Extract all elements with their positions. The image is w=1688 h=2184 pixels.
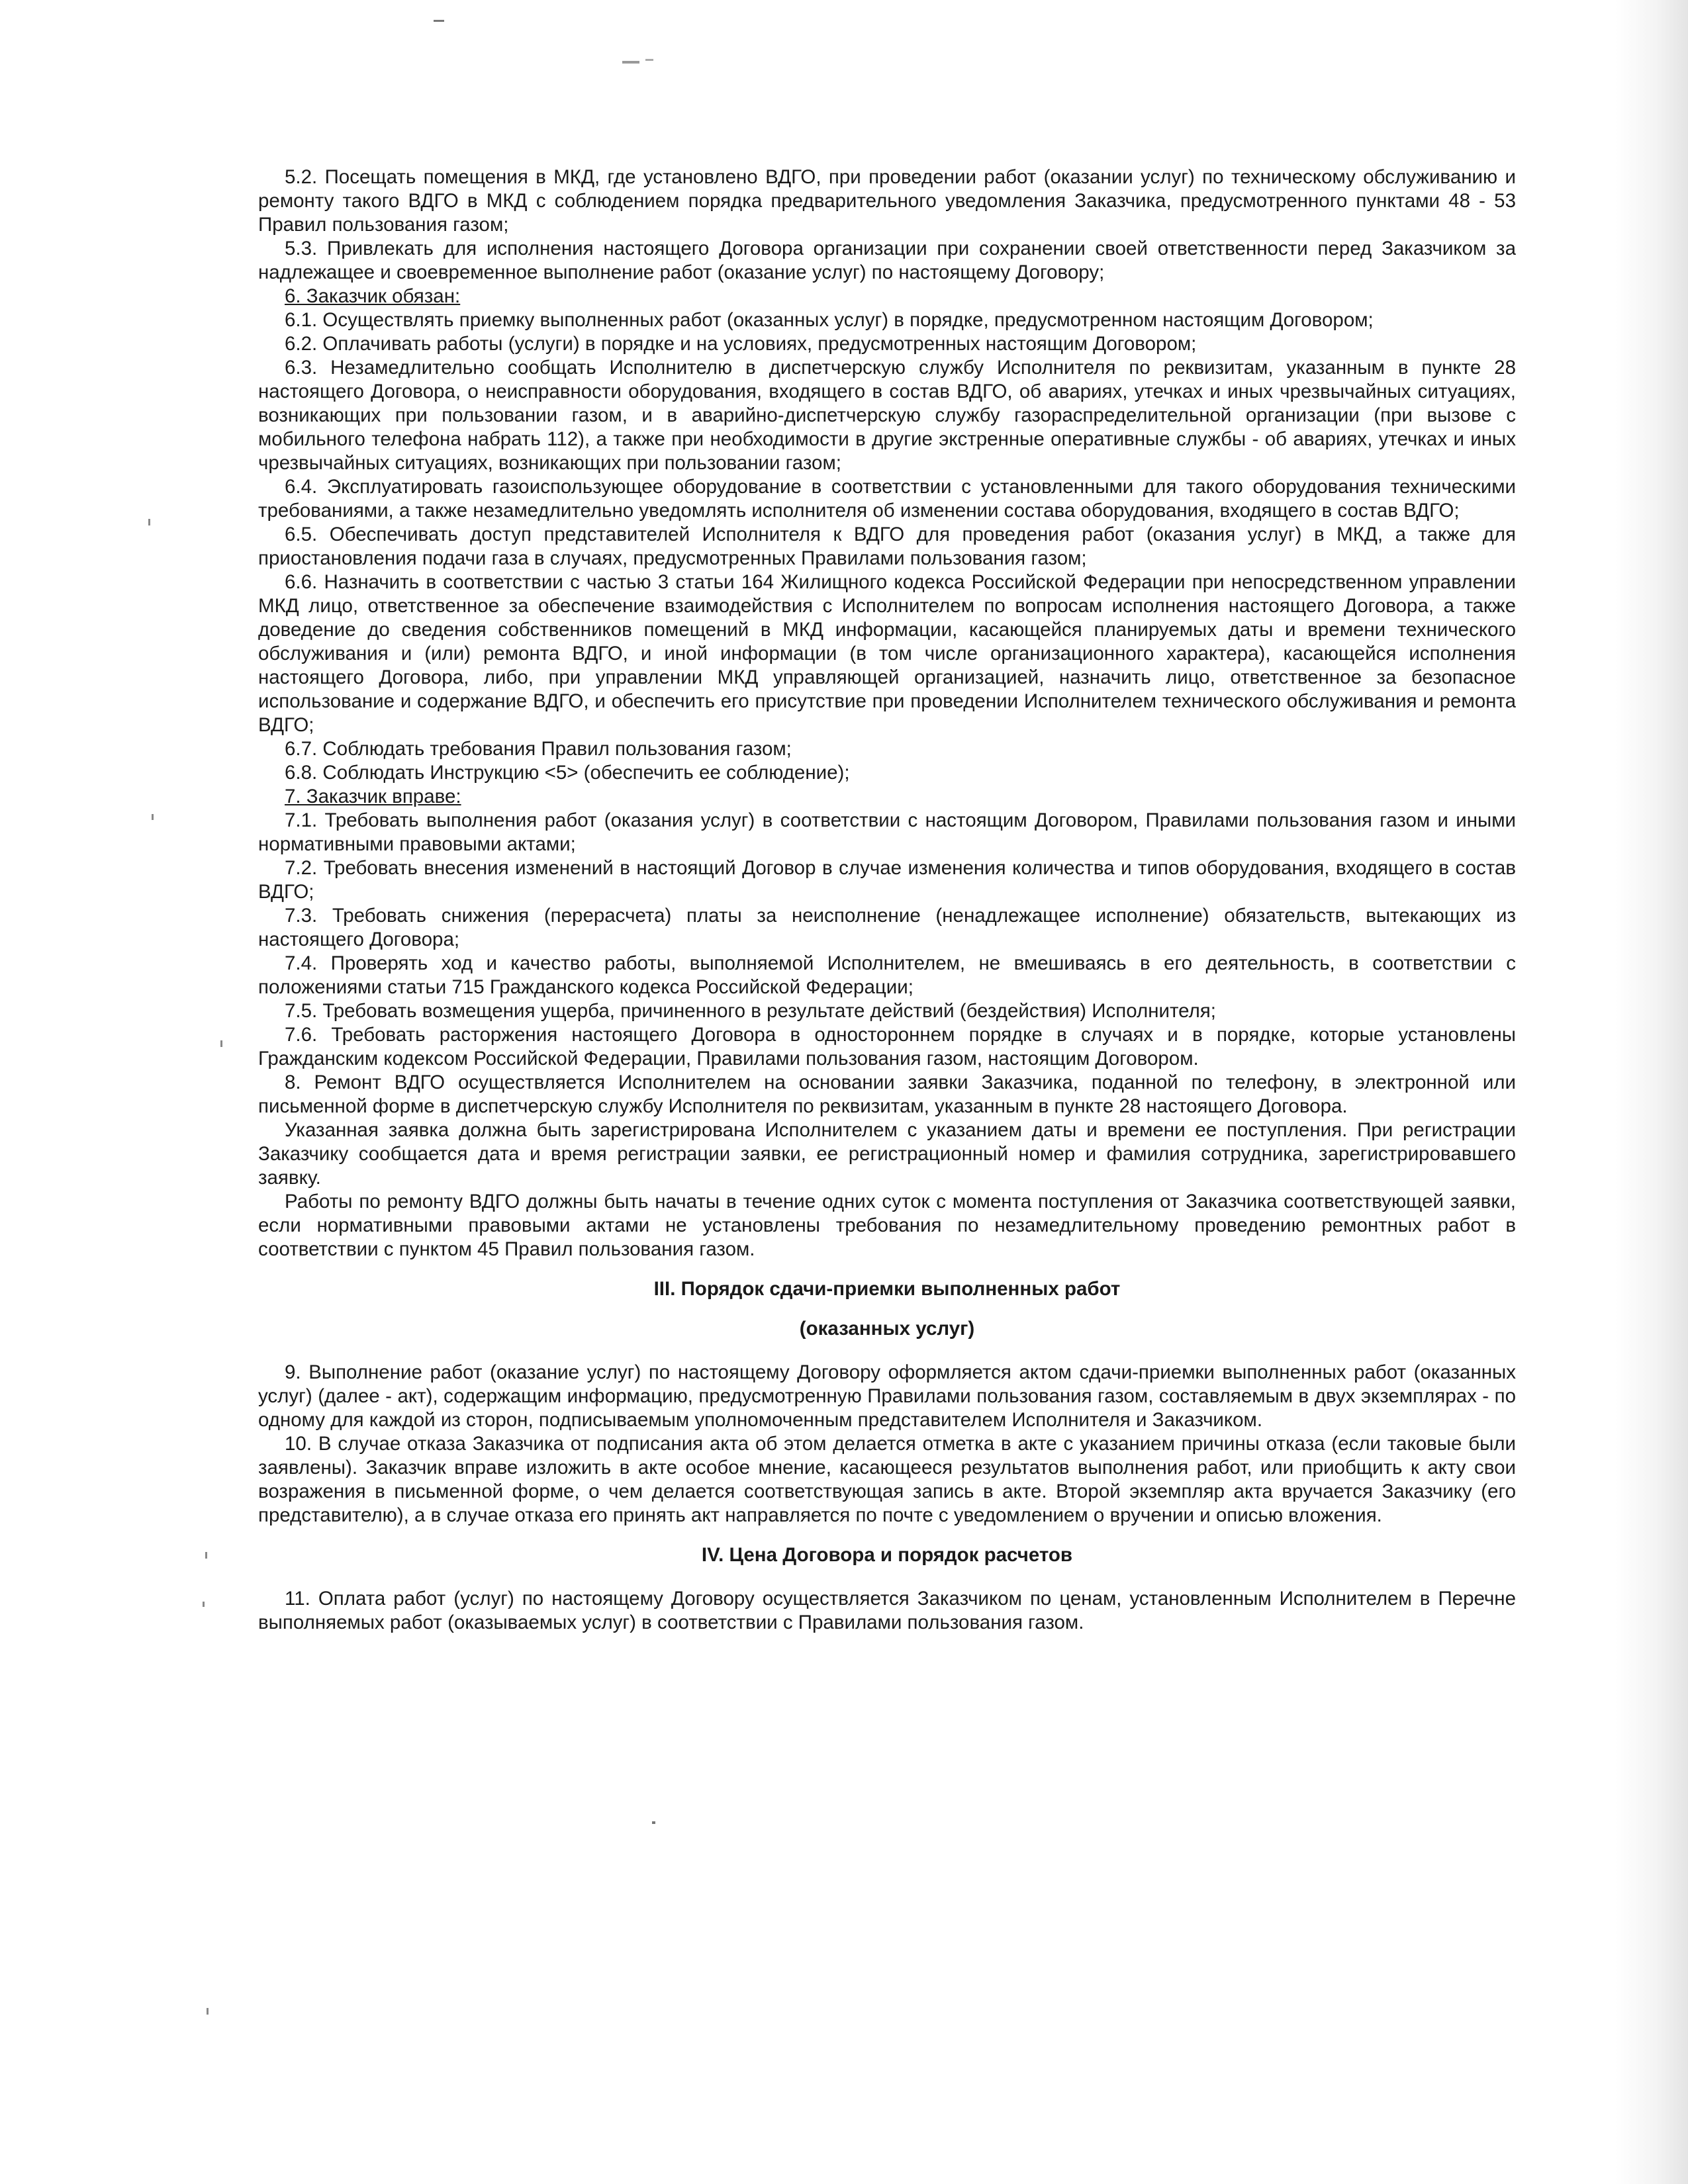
scanned-page-edge-shadow: [1615, 0, 1688, 2184]
section-3-title-line-1: III. Порядок сдачи-приемки выполненных работ: [653, 1278, 1121, 1300]
clause-5-3: 5.3. Привлекать для исполнения настоящего Договора организации при сохранении своей ответственности перед Заказчиком за надлежащее и своевременное выполнение работ (оказание услуг) по настоящему Договору;: [258, 238, 1516, 283]
clause-6-1: 6.1. Осуществлять приемку выполненных работ (оказанных услуг) в порядке, предусмотренном настоящим Договором;: [285, 309, 1374, 331]
heading-customer-obligations: 6. Заказчик обязан:: [285, 285, 461, 307]
clause-6-4: 6.4. Эксплуатировать газоиспользующее оборудование в соответствии с установленными для такого оборудования техническими требованиями, а также незамедлительно уведомлять исполнителя об изменении состава оборудования, входящего в состав ВДГО;: [258, 476, 1516, 522]
clause-10: 10. В случае отказа Заказчика от подписания акта об этом делается отметка в акте с указанием причины отказа (если таковые были заявлены). Заказчик вправе изложить в акте особое мнение, касающееся результатов выполнения работ, или приобщить к акту свои возражения в письменной форме, о чем делается соответствующая запись в акте. Второй экземпляр акта вручается Заказчику (его представителю), а в случае отказа его принять акт направляется по почте с уведомлением о вручении и описью вложения.: [258, 1433, 1516, 1526]
heading-customer-rights: 7. Заказчик вправе:: [285, 786, 461, 807]
clause-7-4: 7.4. Проверять ход и качество работы, выполняемой Исполнителем, не вмешиваясь в его деятельность, в соответствии с положениями статьи 715 Гражданского кодекса Российской Федерации;: [258, 952, 1516, 998]
clause-7-1: 7.1. Требовать выполнения работ (оказания услуг) в соответствии с настоящим Договором, Правилами пользования газом и иными нормативными правовыми актами;: [258, 809, 1516, 855]
clause-8-request-registration: Указанная заявка должна быть зарегистрирована Исполнителем с указанием даты и времени ее поступления. При регистрации Заказчику сообщается дата и время регистрации заявки, ее регистрационный номер и фамилия сотрудника, зарегистрировавшего заявку.: [258, 1119, 1516, 1189]
clause-6-3: 6.3. Незамедлительно сообщать Исполнителю в диспетчерскую службу Исполнителя по реквизитам, указанным в пункте 28 настоящего Договора, о неисправности оборудования, входящего в состав ВДГО, об авариях, утечках и иных чрезвычайных ситуациях, возникающих при пользовании газом, и в аварийно-диспетчерскую службу газораспределительной организации (при вызове с мобильного телефона набрать 112), а также при необходимости в другие экстренные оперативные службы - об авариях, утечках и иных чрезвычайных ситуациях, возникающих при пользовании газом;: [258, 357, 1516, 474]
section-4-title: IV. Цена Договора и порядок расчетов: [701, 1544, 1073, 1566]
clause-6-2: 6.2. Оплачивать работы (услуги) в порядке и на условиях, предусмотренных настоящим Договором;: [285, 333, 1197, 355]
section-3-title-line-2: (оказанных услуг): [799, 1318, 975, 1340]
clause-6-7: 6.7. Соблюдать требования Правил пользования газом;: [285, 738, 792, 760]
clause-7-3: 7.3. Требовать снижения (перерасчета) платы за неисполнение (ненадлежащее исполнение) обязательств, вытекающих из настоящего Договора;: [258, 905, 1516, 950]
clause-5-2: 5.2. Посещать помещения в МКД, где установлено ВДГО, при проведении работ (оказании услуг) по техническому обслуживанию и ремонту такого ВДГО в МКД с соблюдением порядка предварительного уведомления Заказчика, предусмотренного пунктами 48 - 53 Правил пользования газом;: [258, 166, 1516, 236]
clause-9: 9. Выполнение работ (оказание услуг) по настоящему Договору оформляется актом сдачи-приемки выполненных работ (оказанных услуг) (далее - акт), содержащим информацию, предусмотренную Правилами пользования газом, составляемым в двух экземплярах - по одному для каждой из сторон, подписываемым уполномоченным представителем Исполнителя и Заказчиком.: [258, 1361, 1516, 1431]
clause-6-8: 6.8. Соблюдать Инструкцию <5> (обеспечить ее соблюдение);: [285, 762, 850, 784]
document-body: [258, 165, 1516, 1635]
clause-8-repair-start: Работы по ремонту ВДГО должны быть начаты в течение одних суток с момента поступления от Заказчика соответствующей заявки, если нормативными правовыми актами не установлены требования по незамедлительному проведению ремонтных работ в соответствии с пунктом 45 Правил пользования газом.: [258, 1191, 1516, 1260]
clause-6-5: 6.5. Обеспечивать доступ представителей Исполнителя к ВДГО для проведения работ (оказания услуг) в МКД, а также для приостановления подачи газа в случаях, предусмотренных Правилами пользования газом;: [258, 523, 1516, 569]
clause-6-6: 6.6. Назначить в соответствии с частью 3 статьи 164 Жилищного кодекса Российской Федерации при непосредственном управлении МКД лицо, ответственное за обеспечение взаимодействия с Исполнителем по вопросам исполнения настоящего Договора, а также доведение до сведения собственников помещений в МКД информации, касающейся планируемых даты и времени технического обслуживания и (или) ремонта ВДГО, и иной информации (в том числе организационного характера), касающейся исполнения настоящего Договора, либо, при управлении МКД управляющей организацией, назначить лицо, ответственное за безопасное использование и содержание ВДГО, и обеспечить его присутствие при проведении Исполнителем технического обслуживания и ремонта ВДГО;: [258, 571, 1516, 736]
clause-7-2: 7.2. Требовать внесения изменений в настоящий Договор в случае изменения количества и типов оборудования, входящего в состав ВДГО;: [258, 857, 1516, 903]
clause-7-5: 7.5. Требовать возмещения ущерба, причиненного в результате действий (бездействия) Исполнителя;: [285, 1000, 1216, 1022]
clause-7-6: 7.6. Требовать расторжения настоящего Договора в одностороннем порядке в случаях и в порядке, которые установлены Гражданским кодексом Российской Федерации, Правилами пользования газом, настоящим Договором.: [258, 1024, 1516, 1069]
clause-8: 8. Ремонт ВДГО осуществляется Исполнителем на основании заявки Заказчика, поданной по телефону, в электронной или письменной форме в диспетчерскую службу Исполнителя по реквизитам, указанным в пункте 28 настоящего Договора.: [258, 1071, 1516, 1117]
clause-11: 11. Оплата работ (услуг) по настоящему Договору осуществляется Заказчиком по ценам, установленным Исполнителем в Перечне выполняемых работ (оказываемых услуг) в соответствии с Правилами пользования газом.: [258, 1588, 1516, 1633]
